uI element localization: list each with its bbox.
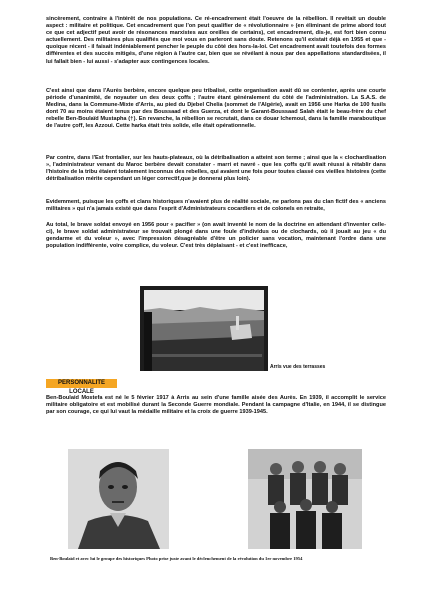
bottom-caption: Ben-Boulaïd et avec lui le groupe des historiques Photo prise juste avant le déclenchement de la révolution du 1er novembre 1954 [50,556,303,561]
arris-landscape-image [140,286,268,371]
group-image [248,449,362,549]
section-heading: PERSONNALITE LOCALE [46,379,117,388]
portrait-photo [68,449,169,549]
paragraph-4: Evidemment, puisque les çoffs et clans historiques n'avaient plus de réalité sociale, ne parlons pas du clan fictif des « anciens militaires » qui n'a jamais existé que dans l'esprit d'Administrateurs cocardiers et de colonels en retraite, [46,199,386,213]
paragraph-5: Au total, le brave soldat envoyé en 1956 pour « pacifier » (on avait inventé le nom de la doctrine en attendant d'inventer celle-ci), le brave soldat administrateur se trouvait plongé dans une foule d'individus ou de clochards, où il jouait au jeu « du gendarme et du voleur », avec l'impression désagréable d'être un policier sans vocation, maintenant l'ordre dans une population indifférente, voire complice, du voleur. C'est très déplaisant - et c'est inefficace, [46,222,386,250]
bio-paragraph: Ben-Boulaid Mostefa est né le 5 février 1917 à Arris au sein d'une famille aisée des Aurès. En 1939, il accomplit le service militaire obligatoire et est mobilisé durant la Seconde Guerre mondiale. Pendant la campagne d'Italie, en 1944, il se distingue par son courage, ce qui lui vaut la médaille militaire et la croix de guerre 1939-1945. [46,395,386,416]
paragraph-3: Par contre, dans l'Est frontalier, sur les hauts-plateaux, où la détribalisation a atteint son terme ; ainsi que la « clochardisation », l'administrateur venant du Maroc berbère devait constater - marri et navré - que les çoffs qu'il avait réussi à rétablir dans l'histoire de la tribu étaient totalement inconnus des rebelles, qui avaient une fois pour toutes classé ces vieilles histoires (cette détribalisation mérite cependant un léger correctif,que je donnerai plus loin). [46,155,386,183]
paragraph-2: C'est ainsi que dans l'Aurès berbère, encore quelque peu tribalisé, cette organisation avait dû se contenter, après une courte période d'unanimité, de noyauter un des deux çoffs ; l'autre étant généralement du côté de l'administration. La S.A.S. de Medina, dans la Commune-Mixte d'Arris, au pied du Djebel Chelia (sommet de l'Algérie), avait en 1956 une Harka de 100 fusils dont 70 au moins étaient tenus par des Boussaad et des Guerza, et dont le Garant-Boussaad Salah était le beau-frère du chef rebelle Ben-Boulaïd Mustapha (†). En revanche, la rébellion se recrutait, dans ce douar Ichemoul, dans la famille maraboutique de l'autre çoff, les Azzoui. Cette harka était très solide, elle était opérationnelle. [46,88,386,130]
photo-caption: Arris vue des terrasses [270,364,326,370]
paragraph-1: sincèrement, contraire à l'intérêt de nos populations. Ce ré-encadrement était l'oeuvre de la rébellion. Il revêtait un double aspect : militaire et politique. Cet encadrement que l'on peut qualifier de « révolutionnaire » (en éliminant de prime abord tout ce que cet adjectif peut avoir de résonances marxistes aux oreilles de certains), cet encadrement, dis-je, est fort bien connu actuellement. Des militaires plus qualifiés que moi vous en parleront sans doute. Retenons qu'il existait déjà en 1955 et que - quoique récent - il faisait indéniablement pencher le peuple du côté des hors-la-loi. Cet encadrement avait toutefois des formes différentes et des succès mitigés, d'une région à l'autre car, bien que se révélant à nous par des appellations standardisées, il lui fallait bien - lui aussi - s'adapter aux contingences locales. [46,16,386,65]
arris-photo [140,286,268,371]
group-photo [248,449,362,549]
portrait-image [68,449,169,549]
